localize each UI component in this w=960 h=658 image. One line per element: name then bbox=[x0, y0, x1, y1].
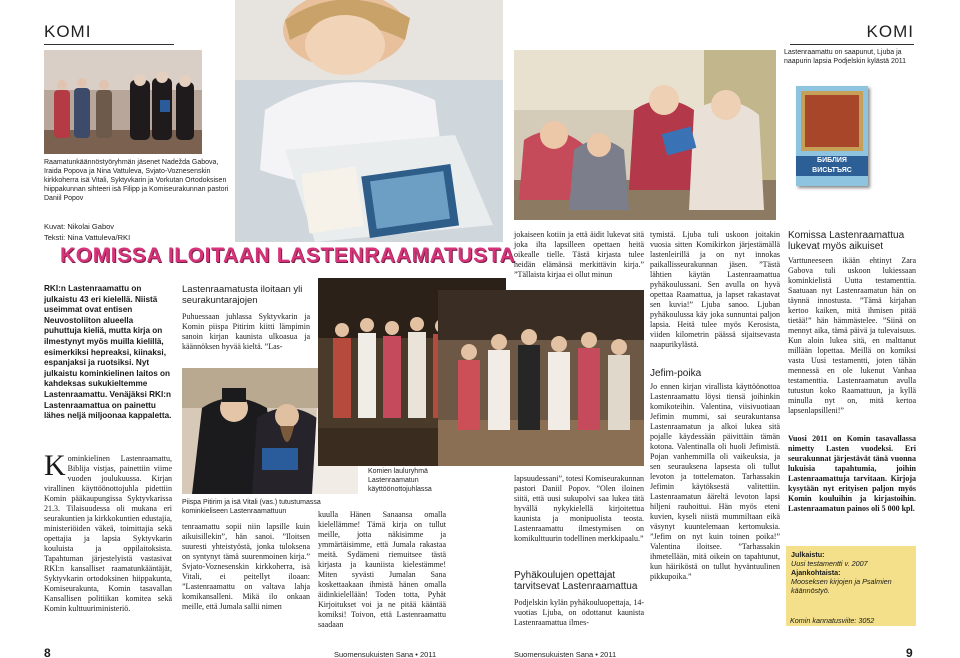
column6-bold-text: Vuosi 2011 on Komin tasavallassa nimetty Lasten vuodeksi. Eri seurakunnat järjestävät tänä vuonna lukuisia tapahtumia, joihin Lastenraamattuja tarvitaan. Kirjoja kysytään nyt erityisen paljon myös Komin kouluihin ja kirjastoihin. Lastenraamatun painos oli 5 000 kpl. bbox=[788, 434, 916, 513]
info-box bbox=[786, 546, 916, 626]
section-header-left: KOMI bbox=[44, 22, 92, 41]
lead-paragraph: RKI:n Lastenraamattu on julkaistu 43 eri kielellä. Niistä useimmat ovat entisen Neuvostoliiton alueella puhuttuja kieliä, mutta kirja on ilmestynyt myös muilla kielillä, esimerkiksi hepreaksi, kiinaksi, espanjaksi ja ruotsiksi. Nyt julkaistu kominkielinen laitos on kahdeksas sukukieltemme Lastenraamattu. Venäjäksi RKI:n Lastenraamattua on painettu lähes neljä miljoonaa kappaletta. bbox=[44, 284, 172, 421]
column5-top-text: tymistä. Ljuba tuli uskoon joitakin vuosia sitten Komikirkon järjestämällä lastenleirillä ja on nyt innokas paikallisseurakunnan jäsen. ”Tästä lähtien käytän Lastenraamattua pyhäkoulussani. Sen avulla on hyvä opettaa Raamattua, ja lapset rakastavat sen kuvia!” Ljuba sanoo. Ljuban pyhäkoulussa käy joka sunnuntai paljon lapsia. Heitä tulee myös Kerosista, viiden kilometrin päässä sijaitsevasta naapurikylästä. bbox=[650, 230, 780, 349]
header-rule-left bbox=[44, 44, 174, 45]
subheading-3: Jefim-poika bbox=[650, 368, 702, 379]
text-credit: Teksti: Nina Vattuleva/RKI bbox=[44, 233, 131, 242]
column6-text: Varttuneeseen ikään ehtinyt Zara Gabova tuli uskoon lukiessaan kominkielistä Uutta testamenttia. Saatuaan nyt Lastenraamatun hän on täynnä innostusta. ”Tämä kirjahan kertoo kaiken, mitä ihmisen pitää tietää!” hän hämmästelee. ”Siinä on mennyt aika, tämä päivä ja tulevaisuus. Kun aloin lukea sitä, en malttanut millään lopettaa. Meillä on komiksi vasta Uusi testamentti, joten tähän mennessä en ole lukenut Vanhaa testamenttia. Lastenraamatun avulla tutustun koko Raamattuun, ja kyllä minulla nyt on, mitä kertoa lapsenlapsilleni!” bbox=[788, 256, 916, 415]
section-header-right: KOMI bbox=[866, 22, 914, 41]
page-number-left: 8 bbox=[44, 646, 51, 658]
column4-bottom-text: lapsuudessani”, totesi Komiseurakunnan pastori Daniil Popov. ”Olen iloinen siitä, että uusi sukupolvi saa lukea tätä hyvällä nykykielellä kirjoitettua kaunista ja monipuolista teosta. Lastenraamattu ilmestymisen on komikulttuurin todellinen merkkipaalu.” bbox=[514, 474, 644, 543]
bible-cover-line2: ВИСЬТЪЯС bbox=[812, 167, 852, 174]
column1-body: ominkielinen Lastenraamattu, Biblija vistjas, painettiin viime vuoden joulukuussa. Kirjan virallinen käyttöönottojuhla pidettiin Komin pääkaupungissa Syktyvkarissa 21.3. Tilaisuudessa oli mukana eri seurakuntien ja kirkkokuntien edustajia, ministeriöiden väkeä, toimittajia sekä opettajia ja lapsia Syktyvkarin kouluista ja oppilaitoksista. Tapahtuman järjestelyistä vastasivat RKI:n kansalliset raamatunkääntäjät, Syktyvkarin ortodoksinen hiippakunta, Komiseurakunta, Komin tasavallan Kansallisen politiikan komitea sekä Komin kulttuuriministeriö. bbox=[44, 454, 172, 613]
column5-bottom-text: Jo ennen kirjan virallista käyttöönottoa Lastenraamattu löysi tiensä joihinkin komikoteihin. Valentina, viisivuotiaan Jefimin mummi, sai seurakuntansa Lastenraamatun ja alkoi lukea sitä pojalle käydessään päivittäin tämän kotona. Valentinalla oli huoli Jefimistä. Pojan vanhemmilla oli vaikeuksia, ja sen seurauksena lapsesta oli tullut levoton ja tottelematon. Tarhassakin Jefimin käytöksestä valitettiin. Lastenraamatun ääreltä levoton lapsi hiljeni rauhoittui. Hän myös eteni kuvien, kyseli niistä mummiltaan eikä väsynyt kuuntelemaan kertomuksia. ”Jefim on nyt kuin toinen poika!” Valentina iloitsee. ”Tarhassakin ihmetellään, mitä oikein on tapahtunut, kun häiriköstä on tullut hyväntuulinen pikkupoika.” bbox=[650, 382, 780, 581]
page-number-right: 9 bbox=[906, 646, 913, 658]
column3-bottom-text: kuulla Hänen Sanaansa omalla kielellämme! Tämä kirja on tullut meille, jotta näkisimme ja ymmärtäisimme, että Jumala rakastaa meitä. Sydämeni riemuitsee tästä kirjasta ja kauniista kielestämme! Miten syvästi Jumalan Sana koskettaakaan ihmistä hänen omalla äidinkielellään! Toden totta, Pyhät Kirjoitukset voi ja ne pitää kääntää komiksi! Toivon, että Lastenraamattu saadaan bbox=[318, 510, 446, 629]
column2-top-text: Puhuessaan juhlassa Syktyvkarin ja Komin piispa Pitirim kiitti lämpimin sanoin kirjan kaunista ulkoasua ja käännöksen hyvää kieltä. ”Las- bbox=[182, 312, 310, 351]
group-photo-caption: Raamatunkäännöstyöryhmän jäsenet Nadežda Gabova, Iraida Popova ja Nina Vattuleva, Svjato-Voznesenskin kirkkoherra isä Vitali, Syktyvkarin ja Vorkutan Ortodoksisen hiippakunnan sihteeri isä Filipp ja Komiseurakunnan pastori Daniil Popov bbox=[44, 159, 229, 202]
column4-end-text: Podjelskin kylän pyhäkouluopettaja, 14-vuotias Ljuba, on odottanut kaunista Lastenraamattua ilmes- bbox=[514, 598, 644, 627]
magazine-name-left: Suomensukuisten Sana • 2011 bbox=[334, 650, 437, 658]
children-photo bbox=[438, 290, 644, 466]
subheading-1: Lastenraamatusta iloitaan yli seurakuntarajojen bbox=[182, 284, 303, 306]
article-title: KOMISSA ILOITAAN LASTENRAAMATUSTA bbox=[60, 244, 516, 267]
info-value-published: Uusi testamentti v. 2007 bbox=[791, 559, 868, 568]
column2-bottom-text: tenraamattu sopii niin lapsille kuin aikuisillekin”, hän sanoi. ”Iloitsen suuresti yhteistyöstä, jonka tuloksena on syntynyt tämä suurenmoinen kirja.” Svjato-Voznesenskin kirkkoherra, isä Vitali, ei peitellyt iloaan: ”Lastenraamattu on valtava lahja komikansalleni. Mikä ilo onkaan meille, että Jumala sallii nimen bbox=[182, 522, 310, 611]
girls-photo bbox=[514, 50, 776, 220]
bishop-photo-caption: Piispa Pitirim ja isä Vitali (vas.) tutustumassa kominkieliseen Lastenraamattuun bbox=[182, 499, 321, 515]
header-rule-right bbox=[790, 44, 914, 45]
girls-photo-caption: Lastenraamattu on saapunut, Ljuba ja naapurin lapsia Podjelskin kylästä 2011 bbox=[784, 49, 907, 65]
column1-text bbox=[44, 449, 172, 614]
choir-photo-caption: Komien lauluryhmä Lastenraamatun käyttöönottojuhlassa bbox=[368, 468, 432, 493]
photo-credit: Kuvat: Nikolai Gabov bbox=[44, 222, 115, 231]
group-photo bbox=[44, 50, 202, 154]
info-label-current: Ajankohtaista: bbox=[791, 568, 841, 577]
info-label-published: Julkaistu: bbox=[791, 550, 825, 559]
bible-cover-line1: БИБЛИЯ bbox=[817, 157, 847, 164]
bible-cover-title bbox=[796, 156, 868, 176]
info-value-current: Mooseksen kirjojen ja Psalmien käännöstyö. bbox=[791, 577, 892, 595]
magazine-name-right: Suomensukuisten Sana • 2011 bbox=[514, 650, 617, 658]
subheading-4: Komissa Lastenraamattua lukevat myös aikuiset bbox=[788, 230, 905, 252]
girl-reading-photo bbox=[235, 0, 503, 242]
column4-top-text: jokaiseen kotiin ja että äidit lukevat sitä joka ilta lapsilleen opettaen heitä oikealle tielle. Tästä kirjasta tulee heidän elämänsä merkittävin kirja.” ”Tällaista kirjaa ei ollut minun bbox=[514, 230, 644, 279]
info-box-footer: Komin kannatusviite: 3052 bbox=[790, 616, 875, 625]
bible-cover-image bbox=[796, 86, 868, 186]
drop-cap: K bbox=[44, 449, 66, 482]
subheading-2: Pyhäkoulujen opettajat tarvitsevat Lastenraamattua bbox=[514, 570, 638, 592]
